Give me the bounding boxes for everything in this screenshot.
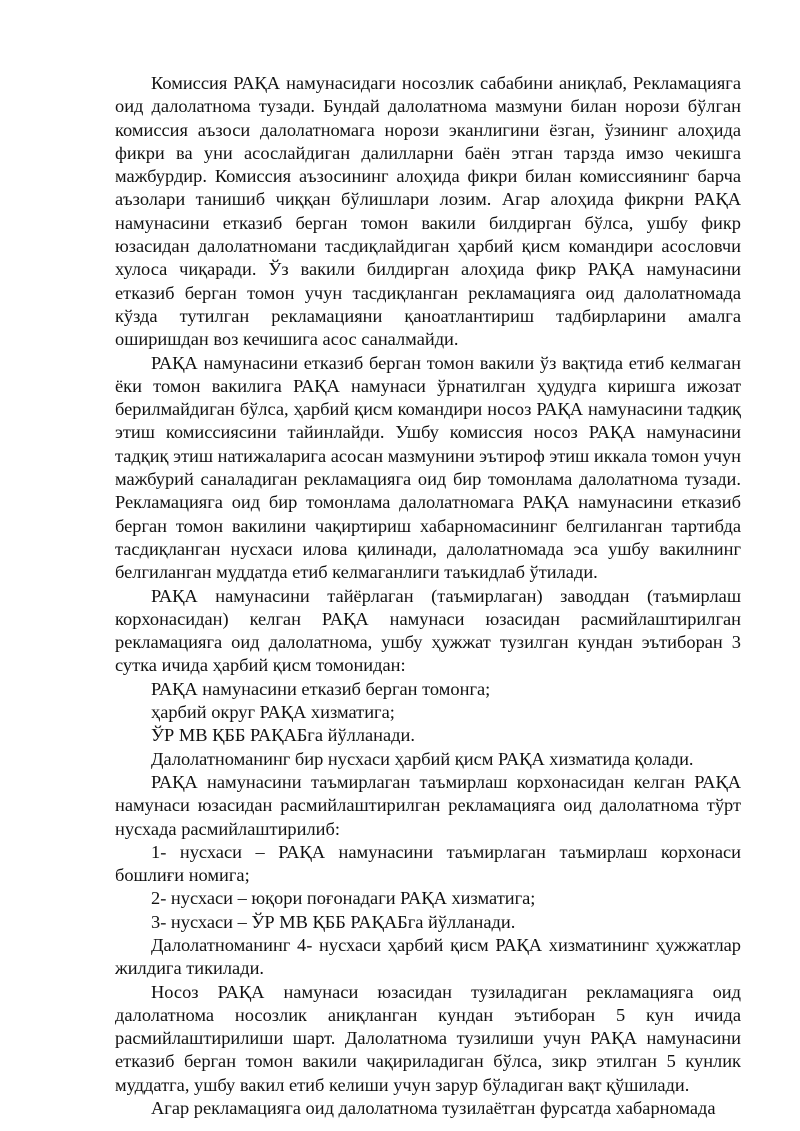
paragraph-one-sided-act: РАҚА намунасини етказиб берган томон вакили ўз вақтида етиб келмаган ёки томон вакилига РАҚА намунаси ўрнатилган ҳудудга киришга ижозат берилмайдиган бўлса, ҳарбий қисм командири носоз РАҚА намунасини тадқиқ этиш комиссиясини тайинлайди. Ушбу комиссия носоз РАҚА намунасини тадқиқ этиш натижаларига асосан мазмунини эътироф этиш иккала томон учун мажбурий саналадиган рекламацияга оид бир томонлама далолатнома тузади. Рекламацияга оид бир томонлама далолатномага РАҚА намунасини етказиб берган томон вакилини чақиртириш хабарномасининг белгиланган тартибда тасдиқланган нусхаси илова қилинади, далолатномада эса ушбу вакилнинг белгиланган муддатда етиб келмаганлиги таъкидлаб ўтилади. <box>115 352 741 583</box>
list-item-copy-3: 3- нусхаси – ЎР МВ ҚББ РАҚАБга йўлланади. <box>151 911 516 932</box>
paragraph-commission-act: Комиссия РАҚА намунасидаги носозлик сабабини аниқлаб, Рекламацияга оид далолатнома тузади. Бундай далолатнома мазмуни билан норози бўлган комиссия аъзоси далолатномага норози эканлигини ёзган, ўзининг алоҳида фикри ва уни асослайдиган далилларни баён этган тарзда имзо чекишга мажбурдир. Комиссия аъзосининг алоҳида фикри билан комиссиянинг барча аъзолари танишиб чиққан бўлишлари лозим. Агар алоҳида фикрни РАҚА намунасини етказиб берган томон вакили билдирган бўлса, ушбу фикр юзасидан далолатномани тасдиқлайдиган ҳарбий қисм командири асословчи хулоса чиқаради. Ўз вакили билдирган алоҳида фикр РАҚА намунасини етказиб берган томон учун тасдиқланган рекламацияга оид далолатномада кўзда тутилган рекламацияни қаноатлантириш тадбирларини амалга оширишдан воз кечишига асос саналмайди. <box>115 73 741 350</box>
list-item-supplier: РАҚА намунасини етказиб берган томонга; <box>151 678 491 699</box>
list-item-ministry: ЎР МВ ҚББ РАҚАБга йўлланади. <box>151 725 415 746</box>
paragraph-copy-retained: Далолатноманинг бир нусхаси ҳарбий қисм РАҚА хизматида қолади. <box>151 748 694 769</box>
paragraph-continuation: Агар рекламацияга оид далолатнома тузилаётган фурсатда хабарномада <box>151 1098 716 1119</box>
list-item-copy-1: 1- нусхаси – РАҚА намунасини таъмирлаган таъмирлаш корхонаси бошлиғи номига; <box>115 841 741 886</box>
list-item-district-service: ҳарбий округ РАҚА хизматига; <box>151 702 395 723</box>
paragraph-repair-act-copies: РАҚА намунасини таъмирлаган таъмирлаш корхонасидан келган РАҚА намунаси юзасидан расмийлаштирилган рекламацияга оид далолатнома тўрт нусхада расмийлаштирилиб: <box>115 771 741 839</box>
paragraph-copy-4-filed: Далолатноманинг 4- нусхаси ҳарбий қисм РАҚА хизматининг ҳужжатлар жилдига тикилади. <box>115 934 741 979</box>
paragraph-factory-act-routing: РАҚА намунасини тайёрлаган (таъмирлаган) заводдан (таъмирлаш корхонасидан) келган РАҚА намунаси юзасидан расмийлаштирилган рекламацияга оид далолатнома, ушбу ҳужжат тузилган кундан эътиборан 3 сутка ичида ҳарбий қисм томонидан: <box>115 585 741 676</box>
document-body <box>115 72 741 1120</box>
list-item-copy-2: 2- нусхаси – юқори поғонадаги РАҚА хизматига; <box>151 888 536 909</box>
paragraph-five-day-deadline: Носоз РАҚА намунаси юзасидан тузиладиган рекламацияга оид далолатнома носозлик аниқланган кундан эътиборан 5 кун ичида расмийлаштирилиши шарт. Далолатнома тузилиши учун РАҚА намунасини етказиб берган томон вакили чақириладиган бўлса, зикр этилган 5 кунлик муддатга, ушбу вакил етиб келиши учун зарур бўладиган вақт қўшилади. <box>115 981 741 1095</box>
